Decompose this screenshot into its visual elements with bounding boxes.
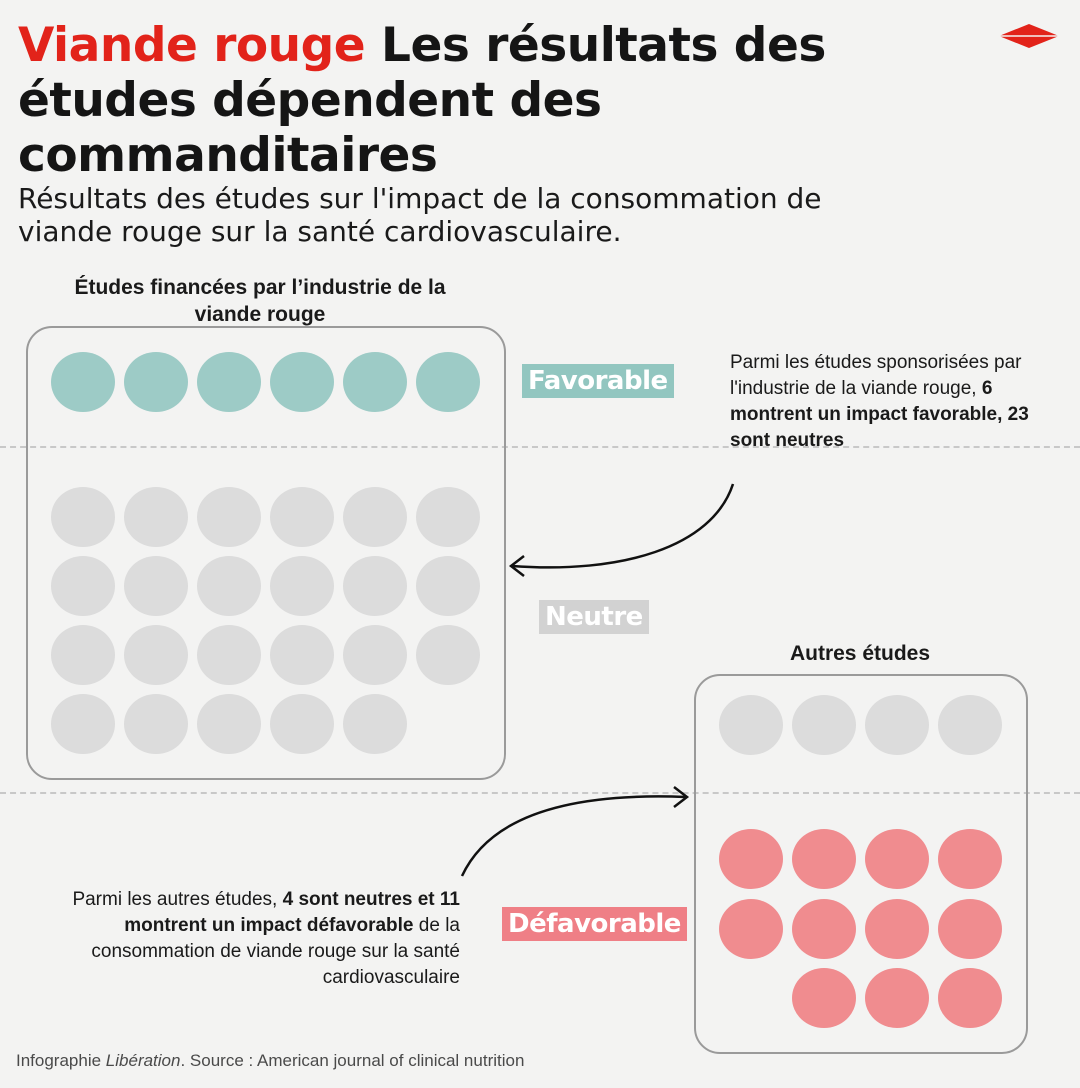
study-dot-neutral	[865, 695, 929, 755]
other-annotation-emphasis: 4 sont neutres et 11 montrent un impact défavorable	[124, 889, 460, 936]
industry-group-title: Études financées par l’industrie de la viande rouge	[74, 276, 446, 326]
industry-annotation-text: Parmi les études sponsorisées par l'industrie de la viande rouge,	[730, 352, 1022, 399]
other-annotation-suffix: de la consommation de viande rouge sur la santé cardiovasculaire	[91, 915, 460, 988]
study-dot-unfavorable	[792, 968, 856, 1028]
study-dot-unfavorable	[792, 899, 856, 959]
study-dot-neutral	[343, 556, 407, 616]
study-dot-neutral	[51, 487, 115, 547]
unfavorable-label: Défavorable	[502, 907, 687, 941]
curved-arrow-icon	[512, 484, 733, 567]
title-highlight: Viande rouge	[18, 18, 366, 73]
study-dot-unfavorable	[938, 829, 1002, 889]
footer-credit	[16, 1051, 524, 1071]
study-dot-neutral	[197, 556, 261, 616]
subtitle: Résultats des études sur l'impact de la consommation de viande rouge sur la santé cardiovasculaire.	[18, 182, 822, 248]
other-annotation-text: Parmi les autres études,	[72, 889, 283, 910]
study-dot-neutral	[270, 625, 334, 685]
study-dot-neutral	[938, 695, 1002, 755]
study-dot-neutral	[51, 625, 115, 685]
study-dot-neutral	[197, 694, 261, 754]
study-dot-unfavorable	[792, 829, 856, 889]
study-dot-unfavorable	[719, 829, 783, 889]
other-group-title: Autres études	[789, 642, 931, 665]
study-dot-neutral	[51, 556, 115, 616]
study-dot-neutral	[270, 487, 334, 547]
study-dot-favorable	[416, 352, 480, 412]
study-dot-favorable	[124, 352, 188, 412]
study-dot-neutral	[416, 625, 480, 685]
study-dot-neutral	[416, 487, 480, 547]
study-dot-favorable	[270, 352, 334, 412]
study-dot-neutral	[124, 694, 188, 754]
curved-arrow-icon	[462, 796, 686, 876]
study-dot-neutral	[197, 487, 261, 547]
study-dot-unfavorable	[865, 968, 929, 1028]
study-dot-neutral	[124, 487, 188, 547]
study-dot-unfavorable	[865, 829, 929, 889]
industry-annotation-emphasis: 6 montrent un impact favorable, 23 sont neutres	[730, 378, 1029, 451]
study-dot-unfavorable	[719, 899, 783, 959]
study-dot-neutral	[792, 695, 856, 755]
study-dot-favorable	[197, 352, 261, 412]
study-dot-neutral	[343, 625, 407, 685]
study-dot-neutral	[51, 694, 115, 754]
study-dot-neutral	[416, 556, 480, 616]
study-dot-unfavorable	[938, 968, 1002, 1028]
study-dot-favorable	[51, 352, 115, 412]
study-dot-unfavorable	[865, 899, 929, 959]
study-dot-neutral	[124, 556, 188, 616]
study-dot-neutral	[343, 694, 407, 754]
study-dot-favorable	[343, 352, 407, 412]
study-dot-neutral	[270, 556, 334, 616]
study-dot-neutral	[270, 694, 334, 754]
favorable-label: Favorable	[522, 364, 674, 398]
footer-prefix: Infographie	[16, 1051, 106, 1070]
footer-source: . Source : American journal of clinical nutrition	[180, 1051, 525, 1070]
study-dot-neutral	[197, 625, 261, 685]
study-dot-unfavorable	[938, 899, 1002, 959]
title-rest: Les résultats des études dépendent des commanditaires	[18, 18, 826, 183]
neutral-label: Neutre	[539, 600, 649, 634]
study-dot-neutral	[343, 487, 407, 547]
study-dot-neutral	[719, 695, 783, 755]
study-dot-neutral	[124, 625, 188, 685]
footer-publisher: Libération	[105, 1051, 181, 1070]
